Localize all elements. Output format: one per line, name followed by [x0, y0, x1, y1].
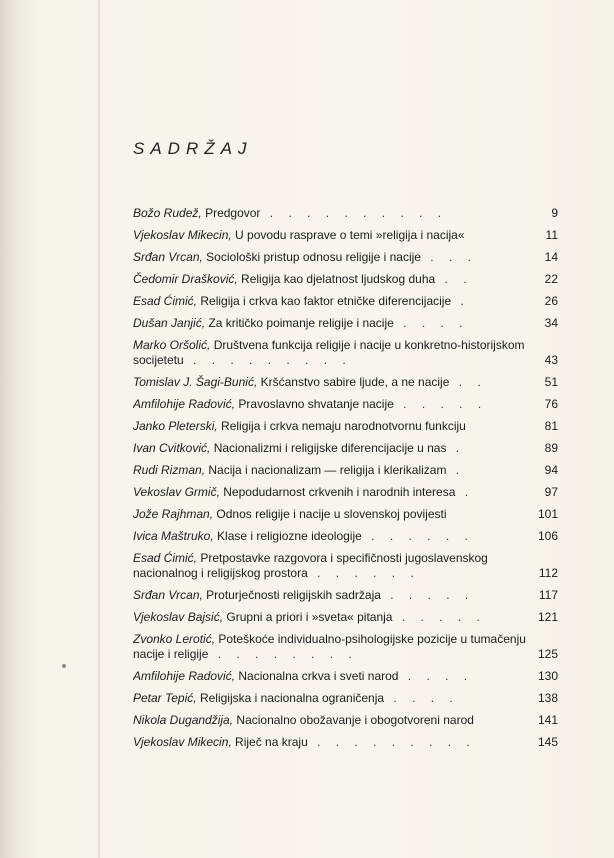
toc-entry: [133, 588, 558, 610]
dot-leader: . . . . . . . . .: [307, 735, 476, 749]
toc-title: Nacionalno obožavanje i obogotvoreni narod: [236, 713, 474, 727]
toc-title: Za kritičko poimanje religije i nacije: [208, 316, 394, 330]
toc-author: Marko Oršolić,: [133, 338, 211, 352]
toc-entry: [133, 294, 558, 316]
dot-leader: . . . . .: [392, 610, 486, 624]
toc-entry: [133, 485, 558, 507]
dot-leader: . . . .: [384, 691, 459, 705]
toc-entry-text: [133, 294, 528, 309]
toc-page-number: 97: [544, 485, 558, 499]
toc-title: Religijska i nacionalna ograničenja: [199, 691, 385, 705]
toc-entry: [133, 735, 558, 757]
toc-title: Klase i religiozne ideologije: [217, 529, 362, 543]
toc-title: Sociološki pristup odnosu religije i nacije: [206, 250, 421, 264]
toc-entry-text: [133, 632, 528, 662]
toc-author: Dušan Janjić,: [133, 316, 206, 330]
toc-page-number: 117: [538, 588, 558, 602]
toc-entry: [133, 713, 558, 735]
dot-leader: . . . .: [393, 316, 469, 330]
dot-leader: . . . . . .: [361, 529, 474, 543]
toc-title: Riječ na kraju: [235, 735, 308, 749]
toc-author: Ivica Maštruko,: [133, 529, 214, 543]
toc-entry: [133, 441, 558, 463]
toc-page-number: 138: [537, 691, 558, 705]
toc-title: Pravoslavno shvatanje nacije: [238, 397, 394, 411]
toc-entry-text: [133, 272, 528, 287]
toc-entry: [133, 551, 558, 588]
toc-entry: [133, 338, 558, 375]
toc-author: Ivan Cvitković,: [133, 441, 211, 455]
toc-entry-text: [133, 441, 528, 456]
table-of-contents: [133, 206, 558, 757]
toc-title: Kršćanstvo sabire ljude, a ne nacije: [260, 375, 450, 389]
toc-page-number: 76: [544, 397, 558, 411]
toc-page-number: 22: [544, 272, 558, 286]
toc-title: Nacionalizmi i religijske diferencijacije u nas: [213, 441, 447, 455]
dot-leader: . . . . . . . .: [208, 647, 358, 661]
toc-entry-text: [133, 375, 528, 390]
dot-leader: . .: [435, 272, 473, 286]
dot-leader: . . .: [420, 250, 477, 264]
toc-title: Proturječnosti religijskih sadržaja: [206, 588, 381, 602]
toc-title: Odnos religije i nacije u slovenskoj povijesti: [216, 507, 447, 521]
toc-title: Društvena funkcija religije i nacije u konkretno-historijskom socijetetu: [133, 338, 525, 367]
toc-author: Nikola Dugandžija,: [133, 713, 234, 727]
toc-entry: [133, 669, 558, 691]
toc-page-number: 9: [551, 206, 558, 220]
toc-page-number: 43: [544, 353, 558, 367]
toc-page-number: 89: [544, 441, 558, 455]
dot-leader: . . . . .: [393, 397, 488, 411]
toc-title: Nacija i nacionalizam — religija i klerikalizam: [208, 463, 447, 477]
page-title: SADRŽAJ: [133, 139, 253, 158]
toc-entry: [133, 632, 558, 669]
toc-author: Čedomir Drašković,: [133, 272, 238, 286]
toc-title: Grupni a priori i »sveta« pitanja: [226, 610, 393, 624]
toc-page-number: 106: [537, 529, 558, 543]
page-fold: [98, 0, 100, 858]
toc-entry-text: [133, 419, 528, 434]
dot-leader: .: [451, 294, 470, 308]
dot-leader: . . . . . . . . .: [183, 353, 352, 367]
toc-entry-text: [133, 228, 528, 243]
toc-author: Božo Rudež,: [133, 206, 202, 220]
toc-author: Vjekoslav Mikecin,: [133, 735, 232, 749]
toc-page-number: 145: [537, 735, 558, 749]
toc-title: Nacionalna crkva i sveti narod: [238, 669, 399, 683]
toc-entry-text: [133, 463, 528, 478]
toc-entry-text: [133, 485, 528, 500]
toc-title: U povodu rasprave o temi »religija i nacija«: [235, 228, 465, 242]
toc-entry-text: [133, 316, 528, 331]
toc-author: Vjekoslav Mikecin,: [133, 228, 232, 242]
toc-entry: [133, 206, 558, 228]
toc-author: Amfilohije Radović,: [133, 669, 236, 683]
toc-page-number: 101: [537, 507, 558, 521]
toc-entry-text: [133, 507, 528, 522]
toc-author: Srđan Vrcan,: [133, 588, 203, 602]
toc-title: Religija i crkva kao faktor etničke diferencijacije: [200, 294, 452, 308]
toc-author: Jože Rajhman,: [133, 507, 214, 521]
toc-title: Pretpostavke razgovora i specifičnosti jugoslavenskog nacionalnog i religijskog prostora: [133, 551, 488, 580]
dot-leader: .: [446, 463, 466, 477]
toc-entry: [133, 463, 558, 485]
toc-page-number: 81: [544, 419, 558, 433]
toc-entry-text: [133, 397, 528, 412]
toc-page-number: 130: [537, 669, 558, 683]
dot-leader: . .: [449, 375, 487, 389]
dot-leader: .: [446, 441, 466, 455]
toc-title: Predgovor: [205, 206, 261, 220]
toc-page-number: 94: [544, 463, 558, 477]
toc-entry: [133, 397, 558, 419]
toc-title: Nepodudarnost crkvenih i narodnih interesa: [223, 485, 456, 499]
toc-entry-text: [133, 206, 528, 221]
toc-entry: [133, 691, 558, 713]
paper-speck: [62, 664, 66, 668]
toc-entry-text: [133, 338, 528, 368]
toc-entry: [133, 507, 558, 529]
toc-entry-text: [133, 735, 528, 750]
toc-page-number: 34: [544, 316, 558, 330]
dot-leader: . . . . . .: [307, 566, 420, 580]
toc-entry: [133, 529, 558, 551]
toc-page-number: 141: [537, 713, 558, 727]
toc-title: Poteškoće individualno-psihologijske pozicije u tumačenju nacije i religije: [133, 632, 526, 661]
toc-title: Religija i crkva nemaju narodnotvornu funkciju: [221, 419, 466, 433]
toc-author: Vekoslav Grmič,: [133, 485, 220, 499]
toc-entry-text: [133, 250, 528, 265]
toc-entry: [133, 316, 558, 338]
toc-page-number: 121: [537, 610, 558, 624]
toc-author: Janko Pleterski,: [133, 419, 218, 433]
toc-page-number: 26: [544, 294, 558, 308]
toc-author: Rudi Rizman,: [133, 463, 206, 477]
toc-entry-text: [133, 529, 528, 544]
toc-entry-text: [133, 610, 528, 625]
dot-leader: . . . . . . . . . .: [260, 206, 448, 220]
toc-entry: [133, 610, 558, 632]
dot-leader: . . . . .: [380, 588, 475, 602]
toc-page-number: 125: [537, 647, 558, 661]
toc-entry: [133, 272, 558, 294]
toc-author: Esad Ćimić,: [133, 551, 198, 565]
toc-entry-text: [133, 713, 528, 728]
toc-author: Zvonko Lerotić,: [133, 632, 216, 646]
toc-entry-text: [133, 691, 528, 706]
toc-page-number: 14: [544, 250, 558, 264]
toc-author: Tomislav J. Šagi-Bunić,: [133, 375, 258, 389]
toc-entry-text: [133, 588, 528, 603]
toc-entry: [133, 250, 558, 272]
toc-entry-text: [133, 551, 528, 581]
toc-author: Vjekoslav Bajsić,: [133, 610, 224, 624]
toc-author: Amfilohije Radović,: [133, 397, 236, 411]
toc-entry: [133, 419, 558, 441]
toc-author: Esad Ćimić,: [133, 294, 198, 308]
toc-page-number: 51: [544, 375, 558, 389]
toc-entry-text: [133, 669, 528, 684]
toc-entry: [133, 375, 558, 397]
toc-author: Srđan Vrcan,: [133, 250, 203, 264]
toc-entry: [133, 228, 558, 250]
toc-page-number: 112: [538, 566, 558, 580]
dot-leader: .: [455, 485, 475, 499]
toc-title: Religija kao djelatnost ljudskog duha: [241, 272, 436, 286]
dot-leader: . . . .: [398, 669, 474, 683]
toc-page-number: 11: [545, 228, 558, 242]
toc-author: Petar Tepić,: [133, 691, 197, 705]
